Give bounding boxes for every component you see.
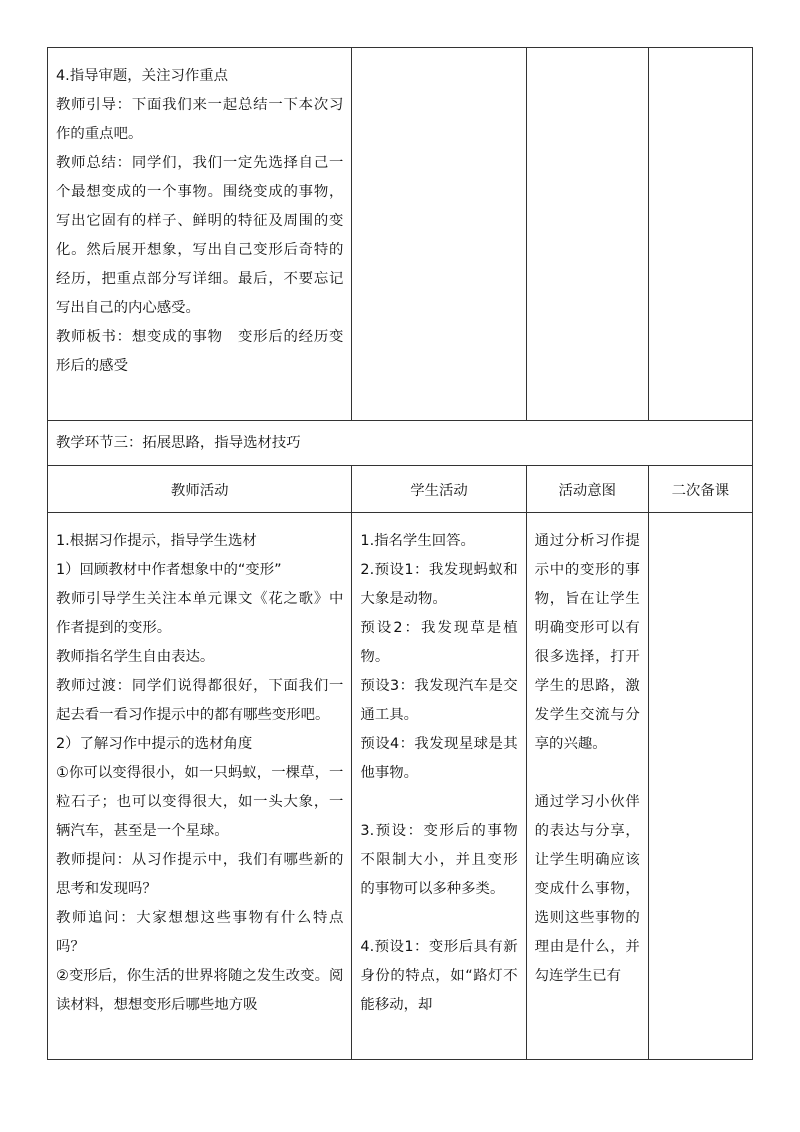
text-line: 教师提问：从习作提示中，我们有哪些新的思考和发现吗？ <box>56 852 344 897</box>
text-line: 4.预设1：变形后具有新身份的特点，如“路灯不能移动，却 <box>360 939 518 1013</box>
text-line: 预设2：我发现草是植物。 <box>360 620 518 665</box>
text-line: 1.指名学生回答。 <box>360 533 475 549</box>
text-line: 教师过渡：同学们说得都很好，下面我们一起去看一看习作提示中的都有哪些变形吧。 <box>56 678 344 723</box>
text-line: 教师引导：下面我们来一起总结一下本次习作的重点吧。 <box>56 97 344 142</box>
step-four-teacher-cell <box>48 48 352 421</box>
step-four-intent-cell <box>526 48 648 421</box>
text-line: 教师板书：想变成的事物 变形后的经历变形后的感受 <box>56 329 344 374</box>
text-line: 1）回顾教材中作者想象中的“变形” <box>56 562 282 578</box>
text-line: 1.根据习作提示，指导学生选材 <box>56 533 257 549</box>
teacher-activity-cell <box>48 513 352 1060</box>
text-line: 教师引导学生关注本单元课文《花之歌》中作者提到的变形。 <box>56 591 344 636</box>
header-activity-intent: 活动意图 <box>526 466 648 513</box>
step-four-student-cell <box>352 48 526 421</box>
step-four-revision-cell <box>648 48 752 421</box>
text-line: 教师追问：大家想想这些事物有什么特点吗？ <box>56 910 344 955</box>
activity-intent-cell <box>526 513 648 1060</box>
header-teacher-activity: 教师活动 <box>48 466 352 513</box>
header-second-preparation: 二次备课 <box>648 466 752 513</box>
lesson-plan-table <box>47 47 753 1060</box>
header-row <box>48 466 753 513</box>
text-line: 教师指名学生自由表达。 <box>56 649 215 665</box>
text-line: 2.预设1：我发现蚂蚁和大象是动物。 <box>360 562 518 607</box>
text-line: ②变形后，你生活的世界将随之发生改变。阅读材料，想想变形后哪些地方吸 <box>56 968 344 1013</box>
text-line: 3.预设：变形后的事物不限制大小，并且变形的事物可以多种多类。 <box>360 823 518 897</box>
student-activity-cell <box>352 513 526 1060</box>
second-preparation-cell <box>648 513 752 1060</box>
step-four-row <box>48 48 753 421</box>
header-student-activity: 学生活动 <box>352 466 526 513</box>
text-line: 预设4：我发现星球是其他事物。 <box>360 736 518 781</box>
text-line: 教师总结：同学们，我们一定先选择自己一个最想变成的一个事物。围绕变成的事物，写出它固有的样子、鲜明的特征及周围的变化。然后展开想象，写出自己变形后奇特的经历，把重点部分写详细。最后，不要忘记写出自己的内心感受。 <box>56 155 344 316</box>
text-line: 通过学习小伙伴的表达与分享，让学生明确应该变成什么事物，选则这些事物的理由是什么，并勾连学生已有 <box>534 794 640 984</box>
section-body-row <box>48 513 753 1060</box>
text-line: 预设3：我发现汽车是交通工具。 <box>360 678 518 723</box>
section-title: 教学环节三：拓展思路，指导选材技巧 <box>56 434 301 451</box>
text-line: 通过分析习作提示中的变形的事物，旨在让学生明确变形可以有很多选择，打开学生的思路，激发学生交流与分享的兴趣。 <box>534 533 640 752</box>
text-line: 2）了解习作中提示的选材角度 <box>56 736 253 752</box>
text-line: 4.指导审题，关注习作重点 <box>56 68 229 84</box>
section-title-cell <box>48 421 753 466</box>
section-title-row <box>48 421 753 466</box>
text-line: ①你可以变得很小，如一只蚂蚁，一棵草，一粒石子；也可以变得很大，如一头大象，一辆汽车，甚至是一个星球。 <box>56 765 344 839</box>
